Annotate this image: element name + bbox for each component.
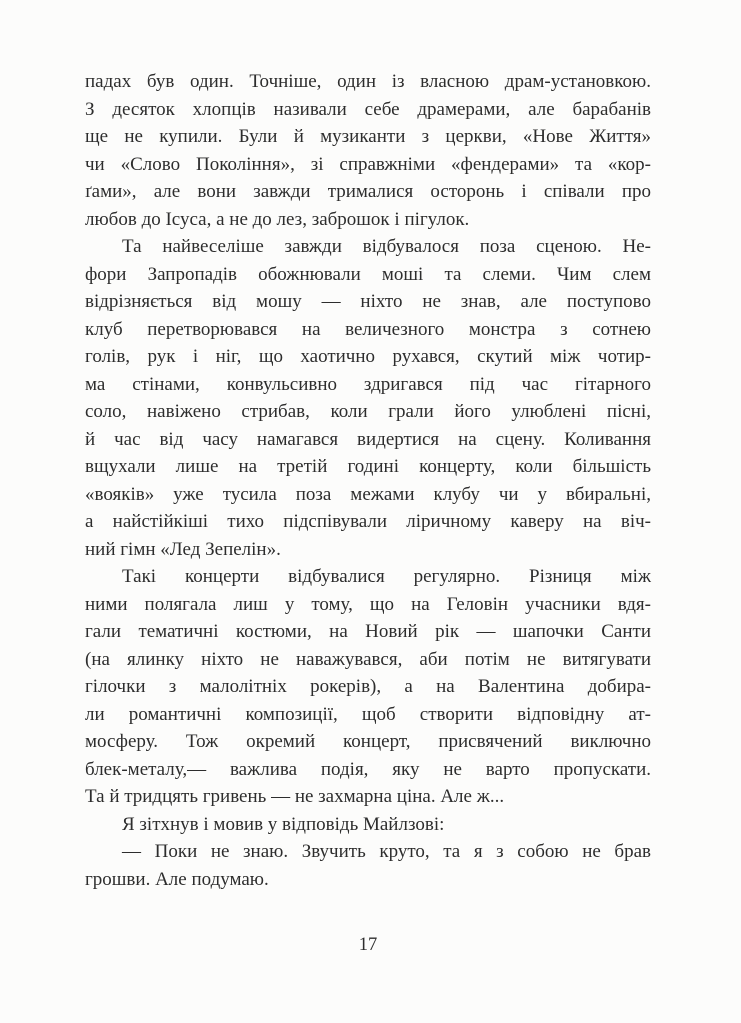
text-line: Я зітхнув і мовив у відповідь Майлзові: xyxy=(122,813,445,835)
paragraph xyxy=(85,233,651,563)
text-line: соло, навіжено стрибав, коли грали його улюблені пісні, xyxy=(85,401,651,422)
text-line: вщухали лише на третій годині концерту, коли більшість xyxy=(85,456,651,477)
paragraph xyxy=(85,838,651,893)
text-line: голів, рук і ніг, що хаотично рухався, скутий між чотир- xyxy=(85,346,651,367)
paragraph xyxy=(85,811,651,839)
text-line: Та й тридцять гривень — не захмарна ціна. Але ж... xyxy=(85,786,505,807)
text-line: «вояків» уже тусила поза межами клубу чи у вбиральні, xyxy=(85,483,651,505)
text-line: ний гімн «Лед Зепелін». xyxy=(85,538,281,560)
paragraph xyxy=(85,563,651,811)
page-number: 17 xyxy=(358,935,378,955)
page-text xyxy=(85,68,651,893)
text-line: клуб перетворювався на величезного монстра з сотнею xyxy=(85,318,651,340)
text-line: Та найвеселіше завжди відбувалося поза сценою. Не- xyxy=(122,236,651,257)
text-line: Такі концерти відбувалися регулярно. Різниця між xyxy=(122,566,651,587)
text-line: любов до Ісуса, а не до лез, заброшок і пігулок. xyxy=(85,208,470,230)
text-line: фори Запропадів обожнювали моші та слеми. Чим слем xyxy=(85,263,651,285)
text-line: гілочки з малолітніх рокерів), а на Валентина добира- xyxy=(85,676,651,697)
text-line: ма стінами, конвульсивно здригався під час гітарного xyxy=(85,373,651,395)
text-line: й час від часу намагався видертися на сцену. Коливання xyxy=(85,428,651,450)
text-line: мосферу. Тож окремий концерт, присвячений виключно xyxy=(85,731,651,752)
paragraph xyxy=(85,68,651,233)
text-line: а найстійкіші тихо підспівували ліричному каверу на віч- xyxy=(85,511,651,532)
text-line: відрізняється від мошу — ніхто не знав, але поступово xyxy=(85,291,651,312)
text-line: ними полягала лиш у тому, що на Геловін учасники вдя- xyxy=(85,593,651,615)
text-line: блек-металу,— важлива подія, яку не варто пропускати. xyxy=(85,758,651,780)
text-line: грошви. Але подумаю. xyxy=(85,868,269,890)
text-line: (на ялинку ніхто не наважувався, аби потім не витягувати xyxy=(85,648,651,670)
text-line: ще не купили. Були й музиканти з церкви, «Нове Життя» xyxy=(85,126,651,147)
text-line: гали тематичні костюми, на Новий рік — шапочки Санти xyxy=(85,621,651,642)
text-line: З десяток хлопців називали себе драмерами, але барабанів xyxy=(85,98,651,120)
text-line: ли романтичні композиції, щоб створити відповідну ат- xyxy=(85,703,651,725)
text-line: падах був один. Точніше, один із власною драм-установкою. xyxy=(85,71,651,92)
text-line: ґами», але вони завжди трималися осторонь і співали про xyxy=(85,181,651,202)
text-line: — Поки не знаю. Звучить круто, та я з собою не брав xyxy=(122,841,651,862)
text-line: чи «Слово Покоління», зі справжніми «фендерами» та «кор- xyxy=(85,153,651,175)
